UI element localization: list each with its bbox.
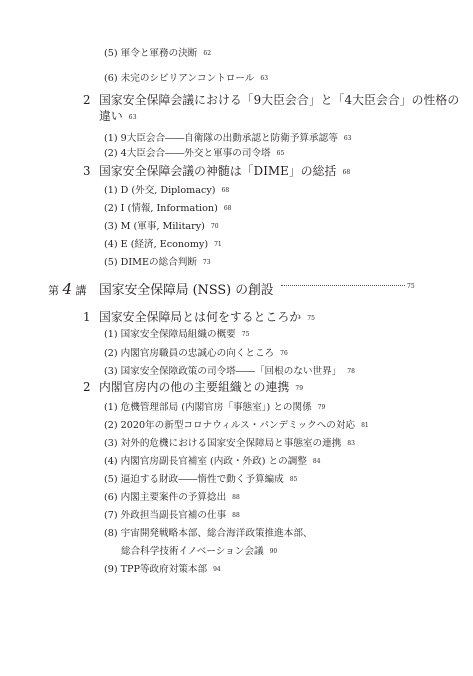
section-title-line1: 国家安全保障会議における「9大臣会合」と「4大臣会合」の性格の <box>99 93 460 107</box>
section-number: 2 <box>83 93 91 107</box>
page-number: 79 <box>295 385 304 392</box>
list-item <box>104 507 240 521</box>
page-number: 81 <box>361 422 369 429</box>
section-number: 1 <box>83 310 91 324</box>
item-label: (4) E (経済, Economy) <box>104 239 209 250</box>
list-item <box>104 471 297 485</box>
list-item <box>104 45 211 59</box>
item-label: (3) 国家安全保障政策の司令塔――「回根のない世界」 <box>104 366 342 377</box>
item-label: (5) 逼迫する財政――惰性で動く予算編成 <box>104 474 284 485</box>
list-item <box>104 145 284 159</box>
page-number: 84 <box>312 458 321 465</box>
item-label: (1) 国家安全保障局組織の概要 <box>104 329 236 340</box>
page-number: 63 <box>260 75 269 82</box>
section-heading <box>83 308 315 325</box>
list-item <box>104 326 249 340</box>
item-label: (5) DIMEの総合判断 <box>104 257 197 268</box>
page-number: 78 <box>347 368 355 375</box>
section-heading <box>83 91 459 108</box>
list-item <box>104 70 268 84</box>
item-label: (2) 2020年の新型コロナウィルス・パンデミックへの対応 <box>104 420 356 431</box>
chapter-suffix: 講 <box>75 284 87 297</box>
list-item <box>104 489 240 503</box>
list-item <box>104 236 222 250</box>
chapter-label <box>48 280 87 298</box>
section-title: 国家安全保障会議の神髄は「DIME」の総括 <box>99 164 337 178</box>
list-item <box>104 130 351 144</box>
list-item <box>104 363 355 377</box>
page-number: 94 <box>213 566 221 573</box>
page-number: 75 <box>307 315 316 322</box>
dot-leader <box>281 285 405 286</box>
section-title: 国家安全保障局とは何をするところか <box>99 310 302 324</box>
page-number: 79 <box>317 404 326 411</box>
page-number: 68 <box>342 169 351 176</box>
section-title: 内閣官房内の他の主要組織との連携 <box>99 380 290 394</box>
page-number: 76 <box>280 350 288 357</box>
list-item-continued <box>121 543 277 557</box>
list-item <box>104 399 325 413</box>
section-heading <box>83 378 303 395</box>
item-label: (5) 軍令と軍務の決断 <box>104 48 198 59</box>
item-label: (3) 対外的危機における国家安全保障局と事態室の連携 <box>104 438 342 449</box>
item-label: (8) 宇宙開発戦略本部、総合海洋政策推進本部、 <box>104 528 313 539</box>
item-label: (1) D (外交, Diplomacy) <box>104 185 216 196</box>
item-label: (2) 内閣官房職員の忠誠心の向くところ <box>104 348 275 359</box>
item-label: (9) TPP等政府対策本部 <box>104 564 208 575</box>
section-number: 3 <box>83 164 91 178</box>
page-number: 63 <box>343 135 352 142</box>
page-number: 70 <box>210 223 219 230</box>
page-number: 63 <box>128 114 137 121</box>
item-label: (6) 内閣主要案件の予算捻出 <box>104 492 227 503</box>
page-number: 68 <box>221 187 230 194</box>
list-item <box>104 561 221 575</box>
chapter-page-number: 75 <box>407 283 415 290</box>
page-number: 75 <box>241 331 250 338</box>
page-number: 71 <box>214 241 222 248</box>
item-label: (2) I (情報, Information) <box>104 203 218 214</box>
item-label: (2) 4大臣会合――外交と軍事の司令塔 <box>104 148 271 159</box>
item-label: (1) 危機管理部局 (内閣官房「事態室」) との関係 <box>104 402 312 413</box>
page-number: 90 <box>269 548 278 555</box>
list-item <box>104 200 231 214</box>
page-number: 62 <box>203 50 212 57</box>
list-item <box>104 435 355 449</box>
chapter-prefix: 第 <box>48 284 59 297</box>
page-number: 68 <box>223 205 232 212</box>
item-label: (3) M (軍事, Military) <box>104 221 205 232</box>
section-number: 2 <box>83 380 91 394</box>
section-title-line2: 違い <box>99 109 123 123</box>
page-number: 65 <box>276 150 285 157</box>
item-label: (6) 未完のシビリアンコントロール <box>104 73 255 84</box>
page-number: 73 <box>202 259 211 266</box>
chapter-title: 国家安全保障局 (NSS) の創設 <box>99 283 274 298</box>
section-heading <box>83 162 350 179</box>
list-item <box>104 218 219 232</box>
list-item <box>104 417 369 431</box>
list-item <box>104 345 288 359</box>
list-item <box>104 254 211 268</box>
list-item <box>104 182 229 196</box>
page-number: 85 <box>289 476 298 483</box>
item-label: (4) 内閣官房副長官補室 (内政・外政) との調整 <box>104 456 307 467</box>
page-number: 88 <box>232 494 240 501</box>
section-heading-continued <box>99 107 137 124</box>
list-item <box>104 453 321 467</box>
page-number: 83 <box>347 440 355 447</box>
page-number: 88 <box>232 512 240 519</box>
item-label: (7) 外政担当副長官補の仕事 <box>104 510 227 521</box>
list-item <box>104 525 313 539</box>
item-label: (1) 9大臣会合――自衛隊の出動承認と防衛予算承認等 <box>104 133 338 144</box>
chapter-number: 4 <box>62 280 73 298</box>
item-label: 総合科学技術イノベーション会議 <box>121 546 264 557</box>
